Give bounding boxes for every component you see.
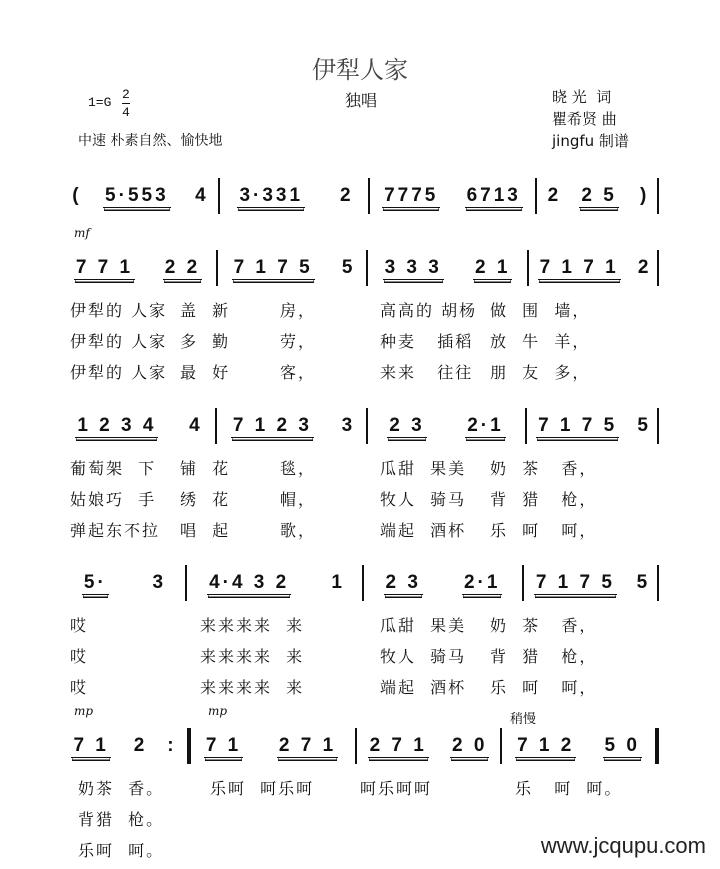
measure — [60, 250, 216, 286]
note-group: 2 7 1 — [278, 734, 337, 756]
note-group: 4·4 3 2 — [209, 571, 290, 593]
dynamic-mark: mf — [74, 226, 90, 240]
measure — [60, 565, 185, 601]
note-group: 7 1 7 5 — [535, 571, 615, 593]
measure — [502, 728, 655, 764]
dynamic-mark: mp — [208, 704, 228, 718]
note-group: 2·1 — [463, 571, 501, 593]
note: ( — [72, 185, 79, 206]
lyric-segment: 毯， — [280, 459, 317, 478]
measure — [217, 408, 366, 444]
note-group: 7 1 7 5 — [233, 256, 313, 278]
note: 2 — [547, 185, 559, 206]
measure — [187, 565, 362, 601]
notes-row — [60, 565, 660, 601]
lyric-segment: 瓜甜 果美 — [380, 616, 467, 635]
note-group: 2 5 — [581, 184, 617, 206]
barline — [655, 728, 659, 764]
lyric-segment: 瓜甜 果美 — [380, 459, 467, 478]
score-system — [60, 226, 660, 391]
note-group: 1 2 3 4 — [77, 414, 157, 436]
measure — [60, 408, 215, 444]
note: 2 — [133, 735, 145, 756]
measure — [60, 728, 185, 764]
credits — [552, 86, 629, 152]
lyric-segment: 乐 呵 呵， — [490, 521, 598, 540]
note-group: 5· — [83, 571, 107, 593]
lyric-segment: 来来来来 来 — [200, 647, 305, 666]
note: 2 — [637, 257, 649, 278]
note-group: 6713 — [466, 184, 521, 206]
measure — [364, 565, 522, 601]
lyric-segment: 歌， — [280, 521, 317, 540]
lyric-segment: 端起 酒杯 — [380, 678, 467, 697]
lyric-line — [60, 675, 660, 706]
lyric-segment: 最 好 — [180, 363, 231, 382]
measure — [537, 178, 657, 214]
lyric-segment: 来来 往往 — [380, 363, 474, 382]
note: : — [167, 735, 174, 756]
barline — [657, 408, 659, 444]
lyric-segment: 乐呵 呵。 — [78, 841, 165, 860]
lyric-line — [60, 360, 660, 391]
note-group: 7 1 7 1 — [539, 256, 619, 278]
score-system — [60, 565, 660, 706]
barline — [657, 250, 659, 286]
measure — [524, 565, 657, 601]
note-group: 2 7 1 — [369, 734, 427, 756]
note-group: 5·553 — [105, 184, 169, 206]
note-group: 3·331 — [239, 184, 304, 206]
tempo-marking: 中速 朴素自然、愉快地 — [78, 133, 223, 149]
lyric-line — [60, 329, 660, 360]
lyric-segment: 乐呵 呵乐呵 — [210, 779, 315, 798]
lyric-segment: 呵乐呵呵 — [360, 779, 433, 798]
measure — [527, 408, 657, 444]
lyric-line — [60, 518, 660, 549]
lyric-segment: 客， — [280, 363, 317, 382]
note: 3 — [341, 415, 353, 436]
note-group: 2 0 — [452, 734, 488, 756]
time-signature — [122, 86, 130, 121]
lyric-segment: 背猎 枪。 — [78, 810, 165, 829]
lyric-line — [60, 776, 660, 807]
lyric-line — [60, 644, 660, 675]
note: 4 — [189, 415, 200, 436]
note-group: 3 3 3 — [384, 256, 442, 278]
note: 5 — [341, 257, 353, 278]
time-bottom: 4 — [122, 105, 130, 120]
notes-row — [60, 178, 660, 214]
note-group: 2·1 — [467, 414, 504, 436]
note-group: 7775 — [384, 184, 439, 206]
note: 2 — [339, 185, 351, 206]
lyric-segment: 哎 — [70, 678, 89, 697]
note-group: 7 1 — [205, 734, 242, 756]
lyric-line — [60, 613, 660, 644]
measure — [187, 728, 355, 764]
notes-row — [60, 226, 660, 286]
lyric-segment: 乐 呵 呵， — [490, 678, 598, 697]
lyric-segment: 奶 茶 香， — [490, 459, 598, 478]
lyric-segment: 葡萄架 下 — [70, 459, 157, 478]
note-group: 7 7 1 — [75, 256, 134, 278]
lyric-segment: 弹起东不拉 — [70, 521, 161, 540]
lyric-line — [60, 456, 660, 487]
score-system — [60, 408, 660, 549]
performance-type: 独唱 — [345, 91, 378, 110]
lyric-segment: 放 牛 羊， — [490, 332, 591, 351]
key-signature: 1=G — [88, 95, 112, 110]
measure — [529, 250, 657, 286]
note: 5 — [637, 415, 648, 436]
note-group: 2 3 — [385, 571, 421, 593]
barline — [657, 178, 659, 214]
lyric-segment: 乐 呵 呵。 — [515, 779, 623, 798]
note-group: 2 3 — [389, 414, 425, 436]
lyric-segment: 背 猎 枪， — [490, 490, 598, 509]
note-group: 7 1 2 — [517, 734, 575, 756]
lyric-segment: 端起 酒杯 — [380, 521, 467, 540]
measure — [368, 408, 525, 444]
lyric-segment: 房， — [280, 301, 317, 320]
measure — [357, 728, 500, 764]
lyric-segment: 哎 — [70, 647, 89, 666]
transcriber: jingfu 制谱 — [552, 132, 629, 150]
lyric-line — [60, 487, 660, 518]
measure — [368, 250, 527, 286]
note: 1 — [331, 572, 342, 593]
lyric-segment: 牧人 骑马 — [380, 647, 467, 666]
lyricist: 晓 光 词 — [552, 88, 612, 106]
lyric-segment: 奶 茶 香， — [490, 616, 598, 635]
lyric-segment: 朋 友 多， — [490, 363, 591, 382]
composer: 瞿希贤 曲 — [552, 110, 617, 128]
lyric-segment: 铺 花 — [180, 459, 231, 478]
lyric-segment: 种麦 插稻 — [380, 332, 474, 351]
lyric-segment: 高高的 胡杨 — [380, 301, 478, 320]
note-group: 7 1 — [73, 734, 109, 756]
lyric-segment: 来来来来 来 — [200, 616, 305, 635]
notes-row — [60, 408, 660, 444]
lyric-segment: 盖 新 — [180, 301, 231, 320]
lyric-segment: 伊犁的 人家 — [70, 301, 168, 320]
lyric-segment: 唱 起 — [180, 521, 231, 540]
measure — [218, 250, 366, 286]
note: 4 — [195, 185, 206, 206]
time-top: 2 — [122, 87, 130, 102]
measure — [220, 178, 368, 214]
measure — [60, 178, 218, 214]
note-group: 2 2 — [164, 256, 201, 278]
lyric-segment: 姑娘巧 手 — [70, 490, 157, 509]
lyric-segment: 背 猎 枪， — [490, 647, 598, 666]
song-title: 伊犁人家 — [312, 56, 408, 84]
note: ) — [640, 185, 647, 206]
lyric-segment: 来来来来 来 — [200, 678, 305, 697]
note: 3 — [152, 572, 164, 593]
lyric-segment: 伊犁的 人家 — [70, 363, 168, 382]
barline — [657, 565, 659, 601]
watermark: www.jcqupu.com — [540, 833, 706, 858]
lyric-segment: 牧人 骑马 — [380, 490, 467, 509]
dynamic-mark: mp — [74, 704, 94, 718]
note-group: 2 1 — [475, 256, 511, 278]
tempo-mark-slower: 稍慢 — [510, 712, 537, 727]
score-system — [60, 178, 660, 226]
lyric-segment: 帽， — [280, 490, 317, 509]
note-group: 5 0 — [604, 734, 640, 756]
lyric-line — [60, 298, 660, 329]
measure — [370, 178, 535, 214]
lyric-segment: 劳， — [280, 332, 317, 351]
lyric-segment: 多 勤 — [180, 332, 231, 351]
note-group: 7 1 2 3 — [232, 414, 312, 436]
lyric-segment: 做 围 墙， — [490, 301, 591, 320]
lyric-segment: 哎 — [70, 616, 89, 635]
lyric-segment: 奶茶 香。 — [78, 779, 165, 798]
lyric-segment: 绣 花 — [180, 490, 231, 509]
note-group: 7 1 7 5 — [538, 414, 618, 436]
note: 5 — [636, 572, 648, 593]
lyric-segment: 伊犁的 人家 — [70, 332, 168, 351]
